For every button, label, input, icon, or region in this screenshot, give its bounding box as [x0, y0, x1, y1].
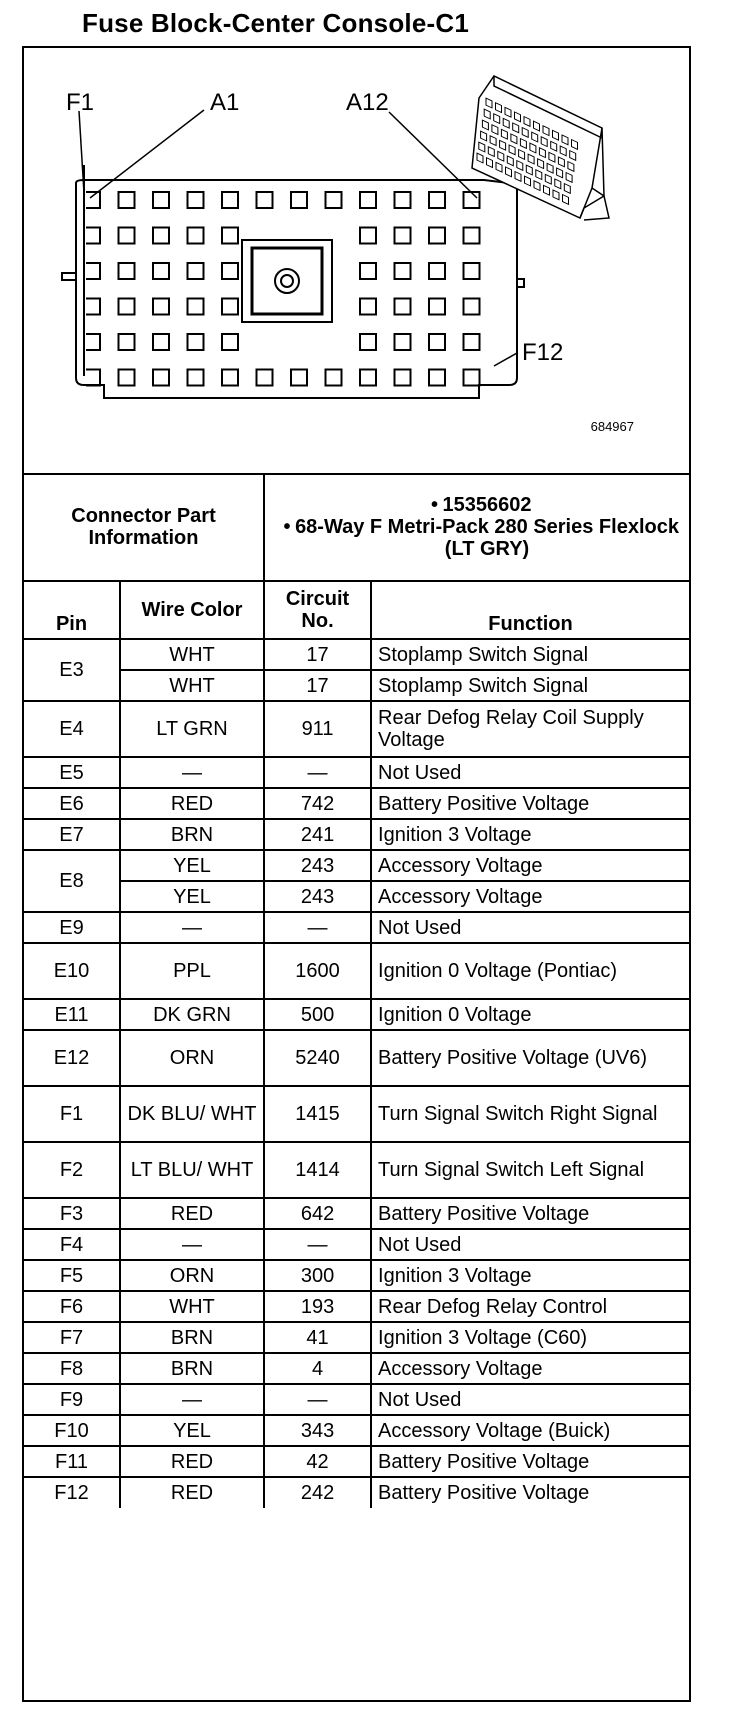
function-cell: Battery Positive Voltage (UV6)	[371, 1030, 689, 1086]
pin-cavity	[119, 263, 135, 279]
pin-cavity	[326, 192, 342, 208]
wire-color-cell: ORN	[120, 1260, 264, 1291]
pin-cavity	[464, 299, 480, 315]
pin-cavity	[291, 192, 307, 208]
pin-cavity	[395, 228, 411, 244]
table-row	[24, 1415, 689, 1446]
pin-cell: F12	[24, 1477, 120, 1508]
table-row	[24, 1198, 689, 1229]
function-cell: Accessory Voltage	[371, 1353, 689, 1384]
function-cell: Rear Defog Relay Coil Supply Voltage	[371, 701, 689, 757]
pin-table	[24, 473, 689, 1508]
pin-cell: F4	[24, 1229, 120, 1260]
connector-part-number: • 15356602	[269, 494, 685, 516]
pin-cavity	[222, 263, 238, 279]
wire-color-cell: ORN	[120, 1030, 264, 1086]
label-a1: A1	[210, 89, 240, 116]
pin-cell: F7	[24, 1322, 120, 1353]
pin-cavity	[464, 334, 480, 350]
function-cell: Accessory Voltage	[371, 850, 689, 881]
pin-cell: E6	[24, 788, 120, 819]
wire-color-cell: YEL	[120, 1415, 264, 1446]
function-cell: Not Used	[371, 1384, 689, 1415]
pin-cavity	[153, 299, 169, 315]
table-row	[24, 788, 689, 819]
pin-cavity	[153, 263, 169, 279]
circuit-cell: 642	[264, 1198, 371, 1229]
header-circuit: Circuit No.	[264, 581, 371, 639]
pin-cavity	[395, 334, 411, 350]
function-cell: Battery Positive Voltage	[371, 788, 689, 819]
pin-cell: F2	[24, 1142, 120, 1198]
function-cell: Stoplamp Switch Signal	[371, 670, 689, 701]
pin-cavity	[119, 334, 135, 350]
wire-color-cell: PPL	[120, 943, 264, 999]
circuit-cell: —	[264, 1229, 371, 1260]
circuit-cell: 243	[264, 850, 371, 881]
circuit-cell: 1414	[264, 1142, 371, 1198]
label-f1: F1	[66, 89, 95, 116]
table-row	[24, 819, 689, 850]
pin-cavity	[429, 370, 445, 386]
pin-cavity	[86, 370, 100, 386]
circuit-cell: 300	[264, 1260, 371, 1291]
table-row	[24, 881, 689, 912]
pin-cell: F8	[24, 1353, 120, 1384]
pin-cavity	[360, 263, 376, 279]
pin-cavity	[360, 370, 376, 386]
function-cell: Accessory Voltage	[371, 881, 689, 912]
connector-thumbnail-icon	[472, 76, 609, 220]
function-cell: Not Used	[371, 1229, 689, 1260]
pin-cell: F11	[24, 1446, 120, 1477]
table-row	[24, 850, 689, 881]
table-row	[24, 999, 689, 1030]
pin-cell: E11	[24, 999, 120, 1030]
function-cell: Ignition 0 Voltage (Pontiac)	[371, 943, 689, 999]
pin-cavity	[86, 299, 100, 315]
connector-sheet	[22, 46, 691, 1702]
wire-color-cell: BRN	[120, 819, 264, 850]
pin-cavity	[429, 228, 445, 244]
pin-cell: F10	[24, 1415, 120, 1446]
function-cell: Turn Signal Switch Right Signal	[371, 1086, 689, 1142]
function-cell: Ignition 3 Voltage	[371, 819, 689, 850]
pin-cavity	[257, 370, 273, 386]
pin-cell: E7	[24, 819, 120, 850]
function-cell: Battery Positive Voltage	[371, 1198, 689, 1229]
pin-cavity	[395, 263, 411, 279]
wire-color-cell: —	[120, 1229, 264, 1260]
table-row	[24, 1086, 689, 1142]
circuit-cell: 742	[264, 788, 371, 819]
pin-cavity	[257, 192, 273, 208]
wire-color-cell: DK GRN	[120, 999, 264, 1030]
pin-cavity	[222, 334, 238, 350]
figure-number: 684967	[590, 419, 634, 434]
pin-cavity	[153, 370, 169, 386]
pin-cell: F9	[24, 1384, 120, 1415]
circuit-cell: 911	[264, 701, 371, 757]
pin-cell: F1	[24, 1086, 120, 1142]
wire-color-cell: —	[120, 1384, 264, 1415]
pin-cavity	[188, 334, 204, 350]
pin-cavity	[395, 192, 411, 208]
function-cell: Turn Signal Switch Left Signal	[371, 1142, 689, 1198]
label-a12: A12	[346, 89, 389, 116]
wire-color-cell: BRN	[120, 1353, 264, 1384]
pin-cavity	[86, 192, 100, 208]
wire-color-cell: RED	[120, 788, 264, 819]
pin-cavity	[86, 334, 100, 350]
pin-cell: E12	[24, 1030, 120, 1086]
center-latch	[242, 240, 332, 322]
connector-info-label: Connector Part Information	[24, 473, 264, 581]
table-row	[24, 1322, 689, 1353]
pin-cavity	[326, 370, 342, 386]
pin-cavity	[119, 299, 135, 315]
pin-cavity	[429, 192, 445, 208]
wire-color-cell: RED	[120, 1446, 264, 1477]
pin-cavity	[86, 228, 100, 244]
connector-diagram	[24, 48, 689, 475]
pin-cavity	[360, 192, 376, 208]
pin-cavity	[222, 299, 238, 315]
wire-color-cell: —	[120, 912, 264, 943]
function-cell: Not Used	[371, 757, 689, 788]
pin-cavity	[153, 192, 169, 208]
label-f12: F12	[522, 339, 564, 366]
pin-cavity	[188, 192, 204, 208]
table-row	[24, 1260, 689, 1291]
circuit-cell: 243	[264, 881, 371, 912]
pin-cell: E9	[24, 912, 120, 943]
function-cell: Battery Positive Voltage	[371, 1477, 689, 1508]
function-cell: Accessory Voltage (Buick)	[371, 1415, 689, 1446]
table-row	[24, 670, 689, 701]
pin-cavity	[291, 370, 307, 386]
page-title: Fuse Block-Center Console-C1	[82, 8, 470, 38]
circuit-cell: 41	[264, 1322, 371, 1353]
table-header-row	[24, 581, 689, 639]
header-function: Function	[371, 581, 689, 639]
function-cell: Ignition 3 Voltage	[371, 1260, 689, 1291]
table-row	[24, 639, 689, 670]
table-row	[24, 701, 689, 757]
function-cell: Battery Positive Voltage	[371, 1446, 689, 1477]
connector-info-row	[24, 473, 689, 581]
pin-cavity	[429, 334, 445, 350]
table-row	[24, 1142, 689, 1198]
header-wire-color: Wire Color	[120, 581, 264, 639]
pin-cell: E8	[24, 850, 120, 912]
pin-cavity	[188, 228, 204, 244]
circuit-cell: —	[264, 912, 371, 943]
connector-description: • 68-Way F Metri-Pack 280 Series Flexlock (LT GRY)	[269, 516, 685, 560]
header-pin: Pin	[24, 581, 120, 639]
table-row	[24, 1353, 689, 1384]
pin-cavity	[360, 299, 376, 315]
wire-color-cell: RED	[120, 1198, 264, 1229]
function-cell: Stoplamp Switch Signal	[371, 639, 689, 670]
wire-color-cell: YEL	[120, 850, 264, 881]
circuit-cell: 42	[264, 1446, 371, 1477]
pin-cell: F6	[24, 1291, 120, 1322]
circuit-cell: 193	[264, 1291, 371, 1322]
pin-cavity	[464, 370, 480, 386]
wire-color-cell: BRN	[120, 1322, 264, 1353]
table-row	[24, 1446, 689, 1477]
pin-cell: F5	[24, 1260, 120, 1291]
pin-cavity	[119, 228, 135, 244]
pin-cavity	[86, 263, 100, 279]
circuit-cell: 241	[264, 819, 371, 850]
pin-cavity	[464, 228, 480, 244]
pin-cavity	[188, 299, 204, 315]
pin-cavity	[429, 299, 445, 315]
table-row	[24, 912, 689, 943]
pin-cavity	[188, 370, 204, 386]
pin-cavity	[395, 299, 411, 315]
wire-color-cell: DK BLU/ WHT	[120, 1086, 264, 1142]
circuit-cell: 500	[264, 999, 371, 1030]
table-row	[24, 1384, 689, 1415]
circuit-cell: 17	[264, 639, 371, 670]
pin-cavity	[153, 334, 169, 350]
table-row	[24, 1030, 689, 1086]
circuit-cell: 242	[264, 1477, 371, 1508]
circuit-cell: 4	[264, 1353, 371, 1384]
function-cell: Ignition 3 Voltage (C60)	[371, 1322, 689, 1353]
table-row	[24, 1291, 689, 1322]
pin-cavity	[222, 228, 238, 244]
table-row	[24, 757, 689, 788]
circuit-cell: 5240	[264, 1030, 371, 1086]
wire-color-cell: LT GRN	[120, 701, 264, 757]
wire-color-cell: WHT	[120, 1291, 264, 1322]
connector-info-list	[264, 473, 689, 581]
pin-cavity	[188, 263, 204, 279]
pin-cell: F3	[24, 1198, 120, 1229]
circuit-cell: 1600	[264, 943, 371, 999]
pin-cell: E5	[24, 757, 120, 788]
wire-color-cell: YEL	[120, 881, 264, 912]
circuit-cell: —	[264, 1384, 371, 1415]
pin-cavity	[222, 192, 238, 208]
function-cell: Rear Defog Relay Control	[371, 1291, 689, 1322]
pin-cavity	[360, 334, 376, 350]
pin-cell: E4	[24, 701, 120, 757]
pin-cavity	[360, 228, 376, 244]
callout-lines	[79, 110, 517, 366]
table-row	[24, 943, 689, 999]
pin-cavity	[464, 263, 480, 279]
wire-color-cell: LT BLU/ WHT	[120, 1142, 264, 1198]
pin-cell: E3	[24, 639, 120, 701]
circuit-cell: 1415	[264, 1086, 371, 1142]
circuit-cell: 17	[264, 670, 371, 701]
table-row	[24, 1477, 689, 1508]
function-cell: Not Used	[371, 912, 689, 943]
connector-drawing	[24, 48, 689, 473]
wire-color-cell: WHT	[120, 670, 264, 701]
pin-cavity	[429, 263, 445, 279]
pin-cell: E10	[24, 943, 120, 999]
pin-cavity	[222, 370, 238, 386]
pin-cavity	[464, 192, 480, 208]
pin-cavity	[153, 228, 169, 244]
table-row	[24, 1229, 689, 1260]
pin-cavity	[119, 192, 135, 208]
wire-color-cell: WHT	[120, 639, 264, 670]
pin-cavity	[119, 370, 135, 386]
circuit-cell: 343	[264, 1415, 371, 1446]
function-cell: Ignition 0 Voltage	[371, 999, 689, 1030]
wire-color-cell: —	[120, 757, 264, 788]
pin-cavity	[395, 370, 411, 386]
circuit-cell: —	[264, 757, 371, 788]
wire-color-cell: RED	[120, 1477, 264, 1508]
